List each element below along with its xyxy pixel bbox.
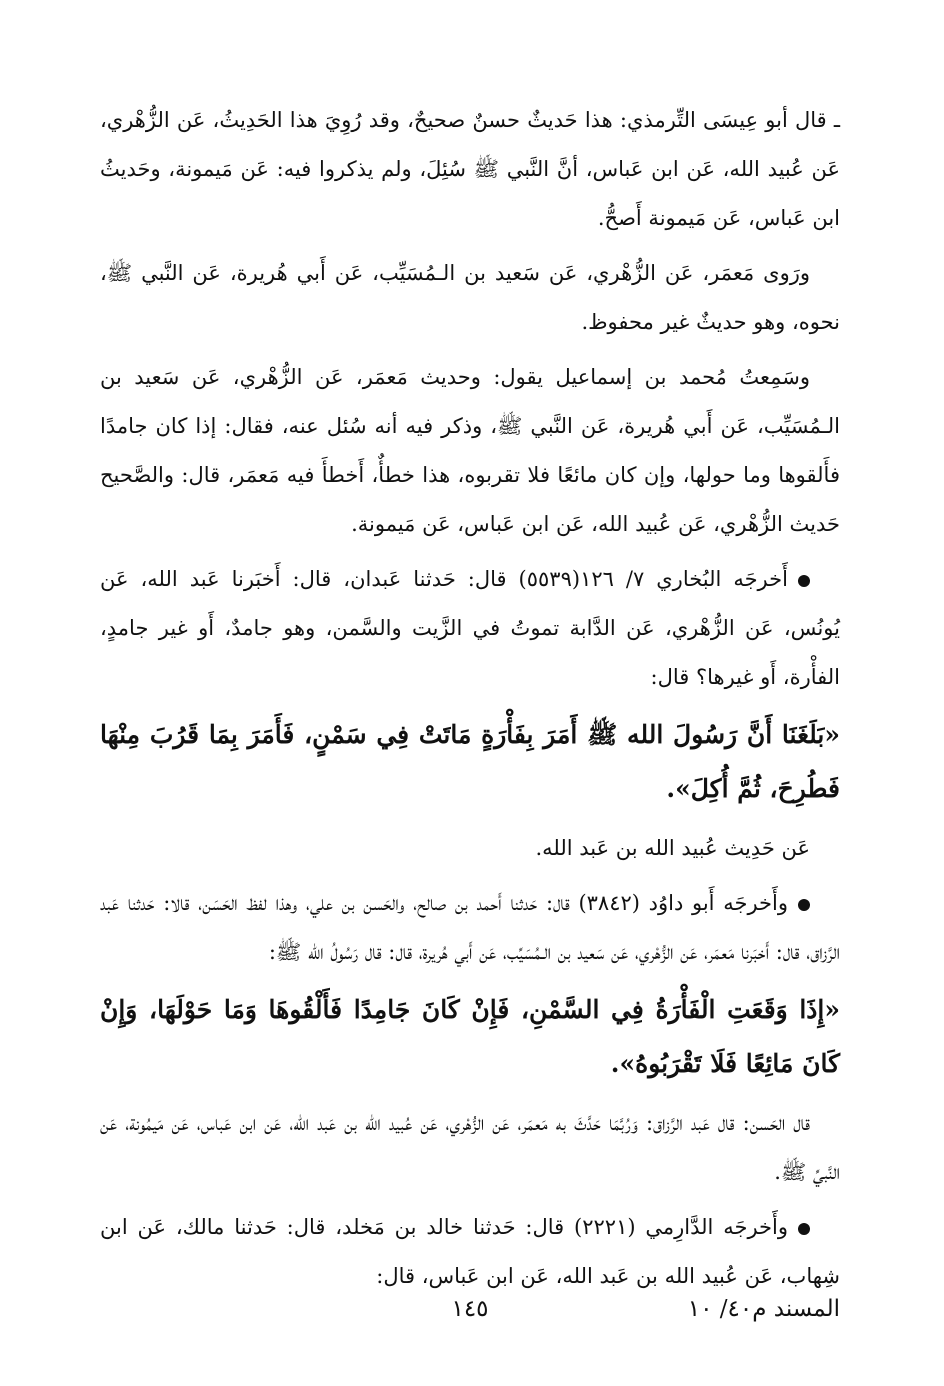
bullet-icon <box>798 899 810 911</box>
paragraph-mamar-narration: ورَوى مَعمَر، عَن الزُّهْري، عَن سَعيد بن الـمُسَيِّب، عَن أَبي هُريرة، عَن النَّبي ﷺ، نحوه، وهو حديثٌ غير محفوظ. <box>100 261 840 334</box>
page-footer <box>100 1296 840 1336</box>
source-text: وأَخرجَه الدَّارِمي (٢٢٢١) قال: حَدثنا خالد بن مَخلد، قال: حَدثنا مالك، عَن ابن شِهاب، عَن عُبيد الله بن عَبد الله، عَن ابن عَباس، قال: <box>100 1215 840 1288</box>
source-text: أَخرجَه البُخاري ٧/ ١٢٦(٥٥٣٩) قال: حَدثنا عَبدان، قال: أَخبَرنا عَبد الله، عَن يُونُس، عَن الزُّهْري، عَن الدَّابة تموتُ في الزَّيت والسَّمن، وهو جامدٌ، أَو غير جامدٍ، الفأْرة، أَو غيرها؟ قال: <box>100 567 840 689</box>
source-text: وأَخرجَه أَبو داوُد (٣٨٤٢) قال: حَدثنا أَحمد بن صالح، والحَسن بن علي، وهذا لفظ الحَسَن، قالا: حَدثنا عَبد الرَّزاق، قال: أَخبَرنا مَعمَر، عَن الزُّهْري، عَن سَعيد بن الـمُسَيِّب، عَن أَبي هُريرة، قال: قال رَسُولُ الله ﷺ: <box>100 891 840 964</box>
paragraph-hasan-comment: قال الحَسن: قال عَبد الرَّزاق: وَرُبَّمَا حَدَّثَ به مَعمَر، عَن الزُّهْري، عَن عُبيد الله بن عَبد الله، عَن ابن عَباس، عَن مَيمُونة، عَن النَّبيِّ ﷺ. <box>100 1111 840 1184</box>
volume-signature: المسند م٤٠/ ١٠ <box>687 1296 840 1322</box>
paragraph-isnad-note: عَن حَدِيث عُبيد الله بن عَبد الله. <box>535 836 810 860</box>
paragraph-bukhari-source <box>100 555 840 702</box>
bullet-icon <box>798 1223 810 1235</box>
paragraph-tirmidhi-comment: ـ قال أبو عِيسَى التِّرمذي: هذا حَديثٌ حسنٌ صحيحٌ، وقد رُوِيَ هذا الحَدِيثُ، عَن الزُّهْري، عَن عُبيد الله، عَن ابن عَباس، أنَّ النَّبي ﷺ سُئِلَ، ولم يذكروا فيه: عَن مَيمونة، وحَديثُ ابن عَباس، عَن مَيمونة أَصحُّ. <box>100 108 840 230</box>
paragraph-abu-dawud-source <box>100 879 840 977</box>
hadith-text-2: «إِذَا وَقَعَتِ الْفَأْرَةُ فِي السَّمْنِ، فَإِنْ كَانَ جَامِدًا فَأَلْقُوهَا وَمَا حَوْلَهَا، وَإِنْ كَانَ مَائِعًا فَلَا تَقْرَبُوهُ». <box>100 995 840 1078</box>
hadith-text-1: «بَلَغَنَا أَنَّ رَسُولَ الله ﷺ أَمَرَ بِفَأْرَةٍ مَاتَتْ فِي سَمْنٍ، فَأَمَرَ بِمَا قَرُبَ مِنْهَا فَطُرِحَ، ثُمَّ أُكِلَ». <box>100 720 840 803</box>
paragraph-darimi-source <box>100 1203 840 1301</box>
page-number: ١٤٥ <box>451 1296 489 1322</box>
page-body <box>100 96 840 1307</box>
paragraph-bukhari-opinion: وسَمِعتُ مُحمد بن إسماعيل يقول: وحديث مَعمَر، عَن الزُّهْري، عَن سَعيد بن الـمُسَيِّب، عَن أَبي هُريرة، عَن النَّبي ﷺ، وذكر فيه أنه سُئل عنه، فقال: إذا كان جامدًا فأَلقوها وما حولها، وإن كان مائعًا فلا تقربوه، هذا خطأٌ، أَخطأَ فيه مَعمَر، قال: والصَّحيح حَديث الزُّهْري، عَن عُبيد الله، عَن ابن عَباس، عَن مَيمونة. <box>100 365 840 536</box>
bullet-icon <box>798 575 810 587</box>
